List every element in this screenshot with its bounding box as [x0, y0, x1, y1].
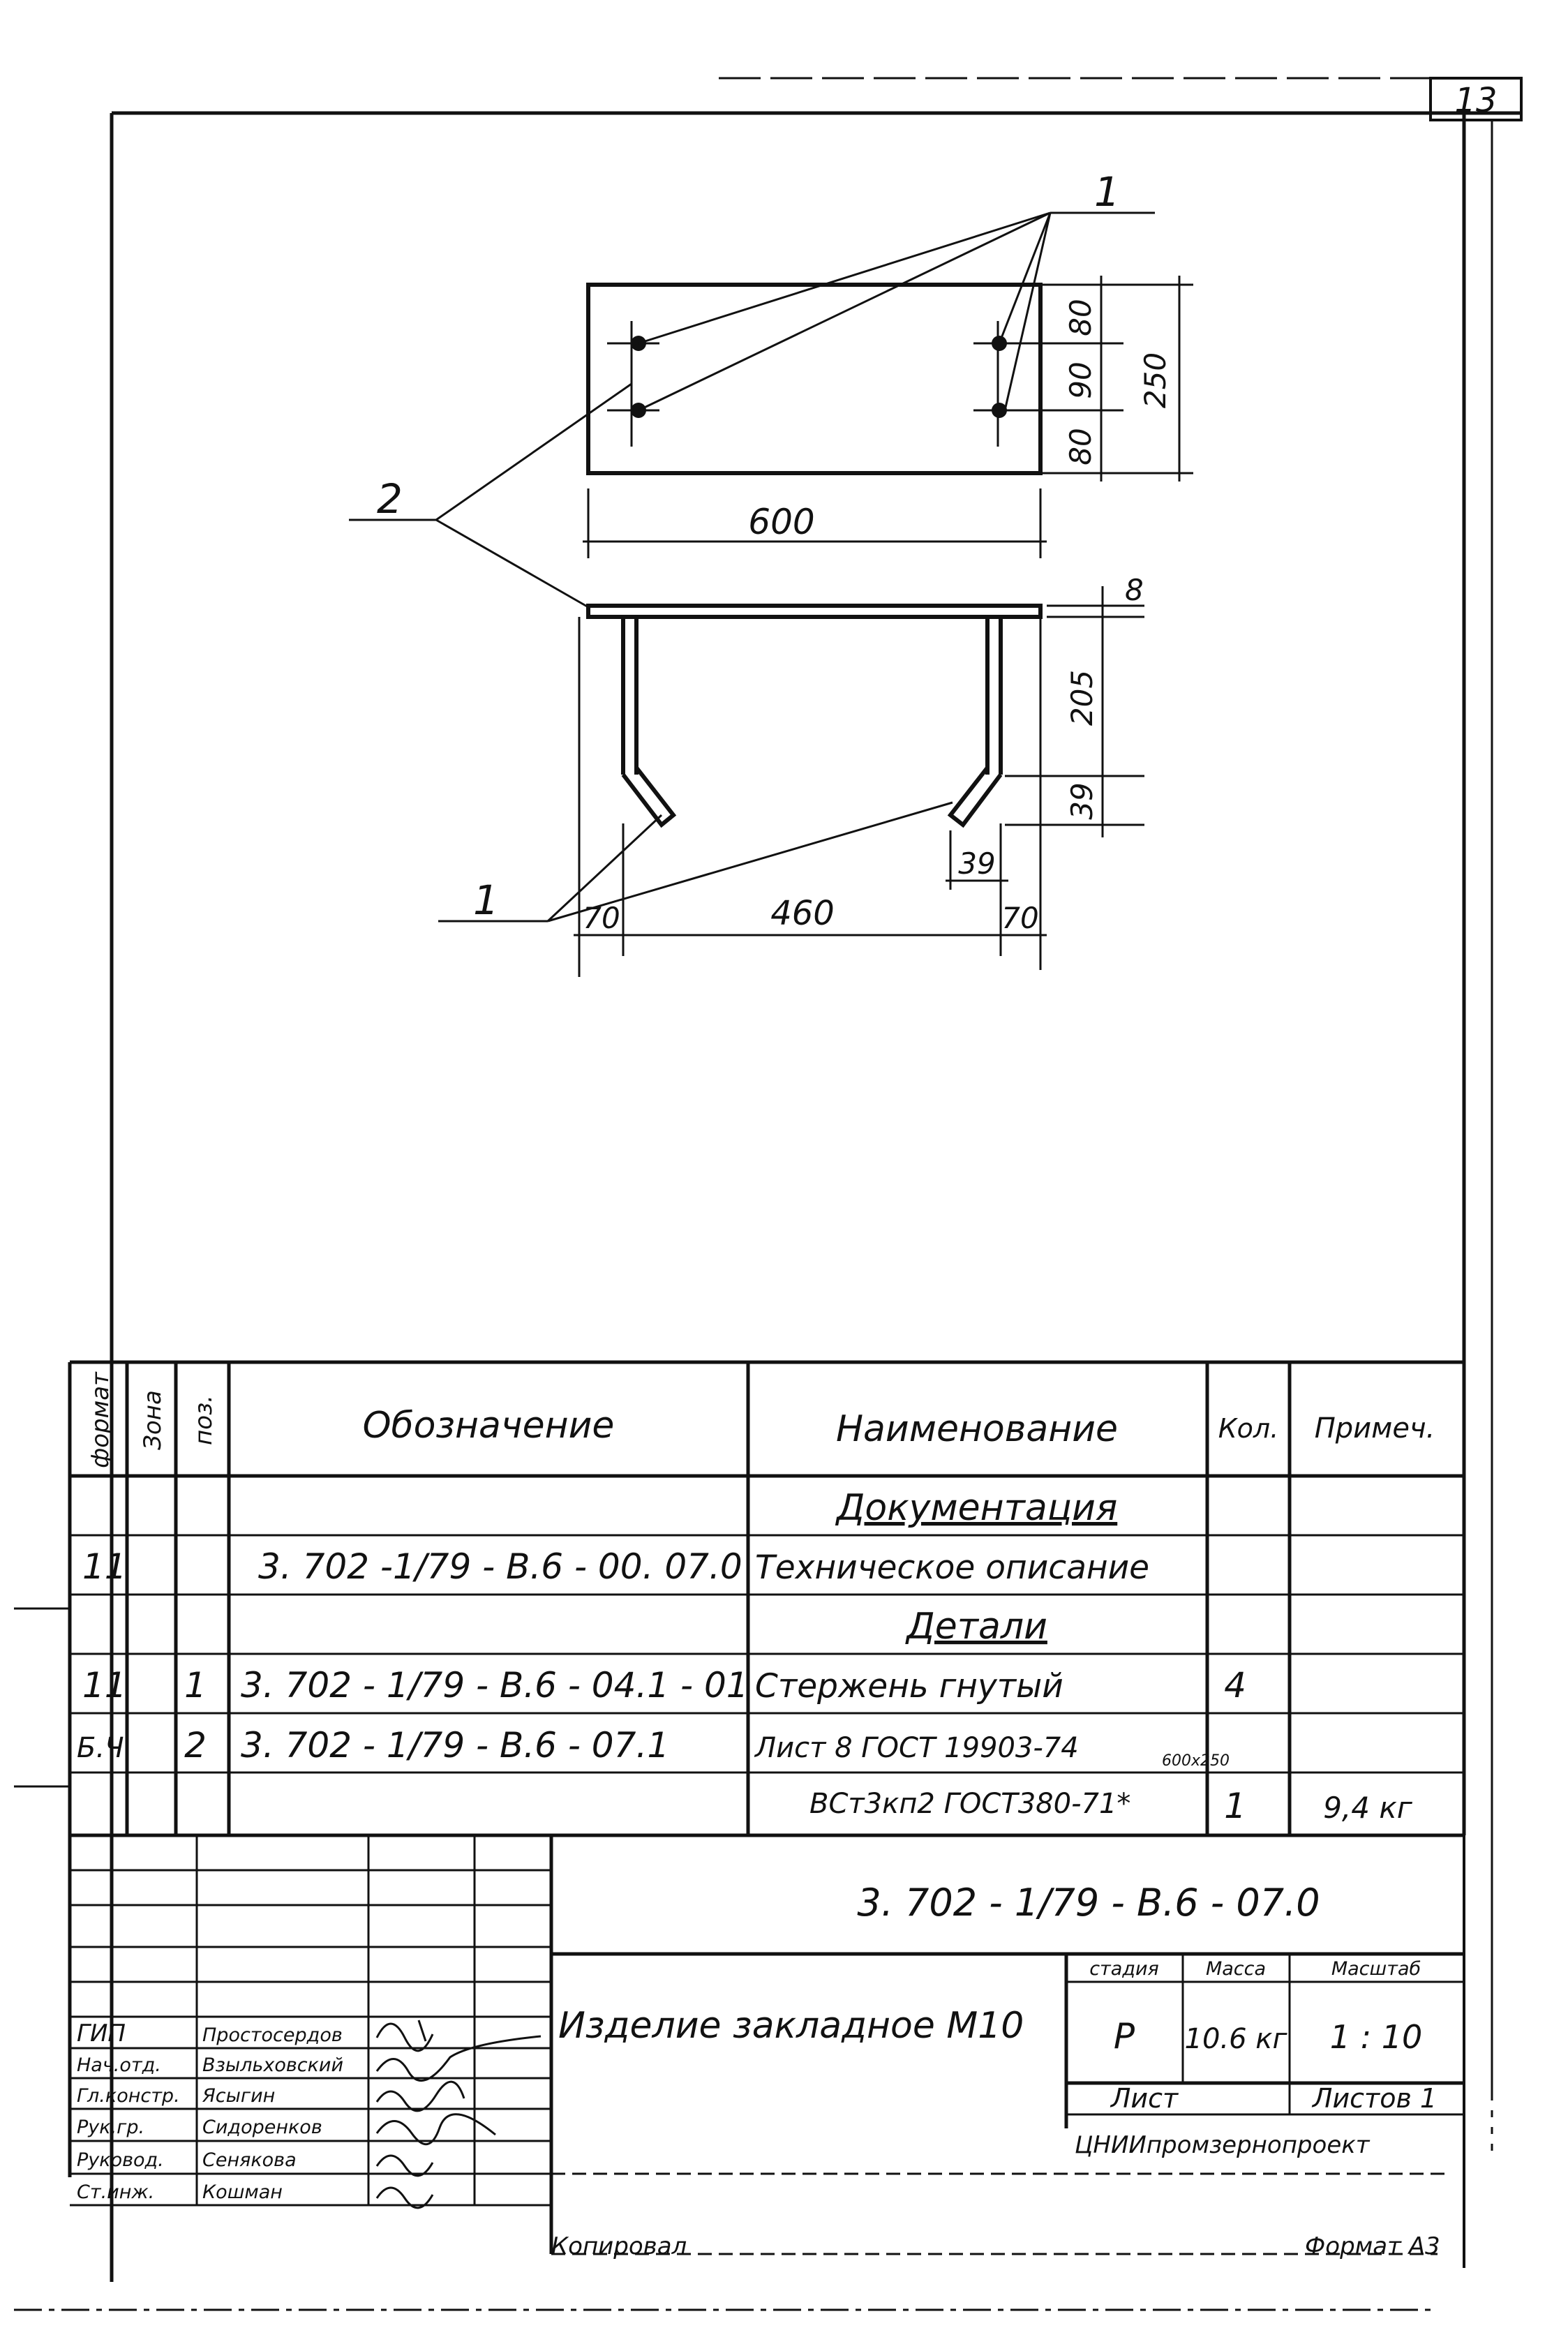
header-pos: поз.: [190, 1395, 218, 1445]
dim-460: 460: [770, 894, 835, 933]
row-3-note: 9,4 кг: [1323, 1791, 1412, 1825]
scale-value: 1 : 10: [1329, 2018, 1423, 2056]
role-5-name: Сенякова: [202, 2149, 297, 2171]
row-3-designation: 3. 702 - 1/79 - В.6 - 07.1: [241, 1725, 670, 1766]
table-row: [77, 1725, 1413, 1826]
dim-90: 90: [1063, 361, 1098, 399]
sheets-count: Листов 1: [1312, 2083, 1438, 2114]
scale-label: Масштаб: [1331, 1958, 1421, 1980]
row-1-designation: 3. 702 -1/79 - В.6 - 00. 07.0: [258, 1546, 742, 1587]
sheet-label: Лист: [1110, 2083, 1179, 2114]
dim-39-horiz: 39: [958, 846, 996, 881]
organization: ЦНИИпромзернопроект: [1075, 2131, 1370, 2159]
row-3-format: Б.Ч: [77, 1732, 124, 1764]
mass-label: Масса: [1205, 1958, 1267, 1980]
dim-250: 250: [1138, 352, 1172, 409]
dim-205: 205: [1065, 669, 1099, 726]
dim-70-left: 70: [583, 901, 620, 935]
role-6-name: Кошман: [202, 2181, 283, 2203]
row-1-format: 11: [82, 1546, 127, 1587]
row-3-pos: 2: [184, 1725, 207, 1766]
stage-label: стадия: [1089, 1958, 1159, 1980]
role-1: ГИП: [77, 2020, 126, 2047]
dim-80-top: 80: [1063, 299, 1098, 336]
row-2-format: 11: [82, 1665, 127, 1706]
format-label: Формат А3: [1305, 2232, 1440, 2260]
role-2-name: Взыльховский: [202, 2054, 344, 2076]
header-note: Примеч.: [1314, 1412, 1435, 1445]
dim-8: 8: [1125, 573, 1144, 607]
role-6: Ст.инж.: [77, 2181, 155, 2203]
dim-80-bottom: 80: [1063, 428, 1098, 465]
table-row: [82, 1665, 1246, 1706]
row-2-designation: 3. 702 - 1/79 - В.6 - 04.1 - 01: [241, 1665, 749, 1706]
header-zone: Зона: [139, 1390, 167, 1450]
table-row: [82, 1546, 1149, 1587]
row-3-size: 600х250: [1162, 1752, 1230, 1770]
dim-39-vert: 39: [1065, 782, 1099, 820]
row-3-qty: 1: [1224, 1786, 1246, 1826]
copied-by: Копировал: [551, 2232, 687, 2260]
header-name: Наименование: [835, 1408, 1119, 1450]
document-title: Изделие закладное М10: [558, 2005, 1024, 2047]
sheet-number: 13: [1454, 81, 1498, 120]
row-1-name: Техническое описание: [755, 1548, 1150, 1587]
header-format: формат: [87, 1372, 114, 1468]
header-designation: Обозначение: [362, 1405, 615, 1447]
row-2-name: Стержень гнутый: [755, 1667, 1063, 1706]
row-3-name: Лист 8 ГОСТ 19903-74: [755, 1732, 1079, 1764]
row-2-qty: 4: [1224, 1665, 1246, 1706]
section-parts: Детали: [906, 1606, 1047, 1648]
header-qty: Кол.: [1218, 1413, 1279, 1444]
document-code: 3. 702 - 1/79 - В.6 - 07.0: [857, 1881, 1320, 1925]
callout-2: 2: [377, 475, 403, 523]
role-5: Руковод.: [77, 2149, 164, 2171]
role-2: Нач.отд.: [77, 2054, 161, 2076]
section-docs: Документация: [836, 1487, 1118, 1529]
dim-600: 600: [748, 502, 815, 542]
stage-value: Р: [1113, 2016, 1135, 2057]
callout-1-top: 1: [1094, 168, 1120, 216]
callout-1-bottom: 1: [473, 876, 499, 924]
role-3: Гл.констр.: [77, 2085, 180, 2107]
dim-70-right: 70: [1001, 901, 1039, 935]
role-3-name: Ясыгин: [202, 2085, 276, 2107]
mass-value: 10.6 кг: [1184, 2023, 1287, 2055]
row-2-pos: 1: [184, 1665, 207, 1706]
role-4-name: Сидоренков: [202, 2117, 322, 2138]
row-3-material: ВСт3кп2 ГОСТ380-71*: [809, 1788, 1131, 1820]
role-4: Рук.гр.: [77, 2117, 145, 2138]
role-1-name: Простосердов: [202, 2024, 343, 2046]
